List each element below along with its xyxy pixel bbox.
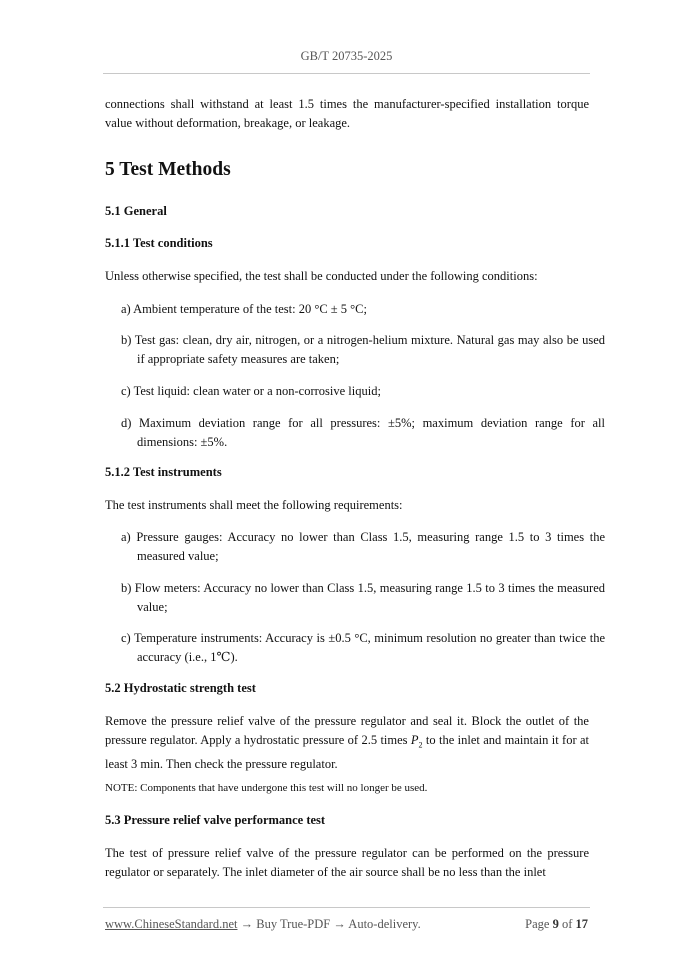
list-item: a) Pressure gauges: Accuracy no lower than Class 1.5, measuring range 1.5 to 3 times the measured value; bbox=[121, 530, 605, 563]
text: to the inlet and maintain it for at least 3 min. Then check the pressure regulator. bbox=[105, 732, 589, 771]
subsection-heading: 5.3 Pressure relief valve performance test bbox=[105, 813, 326, 827]
variable: P bbox=[410, 732, 419, 747]
footer-text: → Buy True-PDF → Auto-delivery. bbox=[237, 917, 421, 931]
list-item: d) Maximum deviation range for all pressures: ±5%; maximum deviation range for all dimensions: ±5%. bbox=[121, 416, 605, 449]
section-heading: 5 Test Methods bbox=[105, 159, 231, 180]
list-item: a) Ambient temperature of the test: 20 °C ± 5 °C; bbox=[121, 302, 367, 316]
paragraph: The test of pressure relief valve of the pressure regulator can be performed on the pressure regulator or separately. The inlet diameter of the air source shall be no less than the inlet bbox=[105, 846, 589, 879]
subscript: 2 bbox=[418, 740, 423, 749]
page-total: 17 bbox=[575, 917, 588, 931]
website-link[interactable]: www.ChineseStandard.net bbox=[105, 917, 238, 931]
subsection-heading: 5.1 General bbox=[105, 204, 167, 218]
page-number: 9 bbox=[552, 917, 559, 931]
header-rule bbox=[103, 73, 590, 74]
paragraph: The test instruments shall meet the following requirements: bbox=[105, 498, 403, 512]
list-item: c) Test liquid: clean water or a non-corrosive liquid; bbox=[121, 384, 381, 398]
text: Remove the pressure relief valve of the pressure regulator and seal it. Block the outlet of the pressure regulator. Apply a hydrostatic pressure of 2.5 times bbox=[105, 714, 589, 747]
continued-paragraph: connections shall withstand at least 1.5 times the manufacturer-specified installation torque value without deformation, breakage, or leakage. bbox=[105, 97, 589, 130]
subsection-heading: 5.1.1 Test conditions bbox=[105, 236, 213, 250]
page-indicator bbox=[525, 917, 588, 932]
subsection-heading: 5.2 Hydrostatic strength test bbox=[105, 681, 256, 695]
list-item: c) Temperature instruments: Accuracy is ±0.5 °C, minimum resolution no greater than twice the accuracy (i.e., 1℃). bbox=[121, 631, 605, 664]
running-header: GB/T 20735-2025 bbox=[300, 49, 393, 63]
page-label: Page bbox=[525, 917, 550, 931]
list-item: b) Flow meters: Accuracy no lower than Class 1.5, measuring range 1.5 to 3 times the measured value; bbox=[121, 581, 605, 614]
paragraph bbox=[105, 712, 589, 773]
of-label: of bbox=[561, 917, 573, 931]
footer-promo bbox=[105, 917, 421, 932]
note: NOTE: Components that have undergone this test will no longer be used. bbox=[105, 782, 428, 794]
subsection-heading: 5.1.2 Test instruments bbox=[105, 465, 222, 479]
footer-rule bbox=[103, 907, 590, 908]
paragraph: Unless otherwise specified, the test shall be conducted under the following conditions: bbox=[105, 269, 538, 283]
list-item: b) Test gas: clean, dry air, nitrogen, or a nitrogen-helium mixture. Natural gas may also be used if appropriate safety measures are taken; bbox=[121, 333, 605, 366]
